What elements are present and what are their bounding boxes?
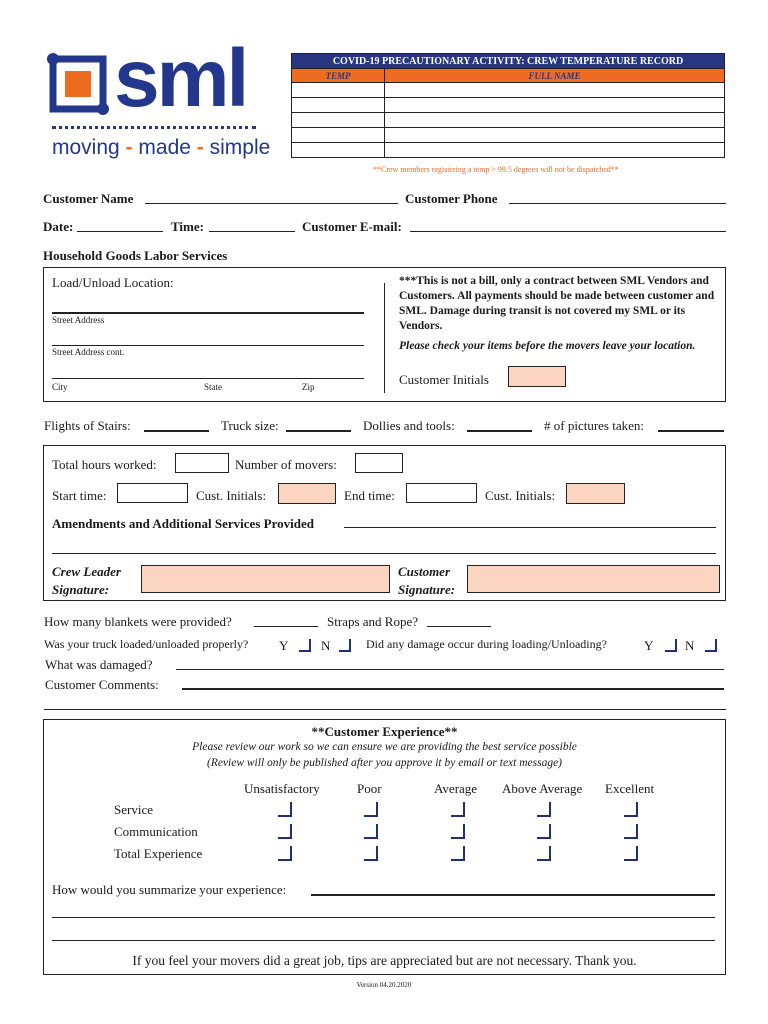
end-cust-initials-label: Cust. Initials: xyxy=(485,488,556,503)
experience-subtitle-2: (Review will only be published after you approve it by email or text message) xyxy=(206,757,563,769)
customer-initials-field[interactable] xyxy=(508,366,566,387)
location-title: Load/Unload Location: xyxy=(52,275,174,290)
truck-loaded-yes-label: Y xyxy=(279,638,289,653)
what-damaged-field[interactable] xyxy=(176,669,724,670)
logo-wordmark: sml xyxy=(114,33,247,124)
logo-dotted-rule xyxy=(52,126,256,129)
end-time-field[interactable] xyxy=(406,483,477,503)
truck-loaded-label: Was your truck loaded/unloaded properly? xyxy=(44,637,249,651)
time-label: Time: xyxy=(171,219,204,234)
name-cell[interactable] xyxy=(385,83,725,98)
customer-comments-field-line-2[interactable] xyxy=(44,709,726,710)
rating-row-service: Service xyxy=(114,802,153,817)
communication-excellent-checkbox[interactable] xyxy=(624,824,638,839)
start-cust-initials-field[interactable] xyxy=(278,483,336,504)
table-row xyxy=(292,83,725,98)
truck-loaded-no-label: N xyxy=(321,638,331,653)
summary-label: How would you summarize your experience: xyxy=(52,882,287,897)
total-experience-unsatisfactory-checkbox[interactable] xyxy=(278,846,292,861)
truck-size-label: Truck size: xyxy=(221,418,279,433)
rating-col-above-average: Above Average xyxy=(502,781,583,796)
customer-email-label: Customer E-mail: xyxy=(302,219,402,234)
street-address-field[interactable] xyxy=(52,312,364,314)
name-cell[interactable] xyxy=(385,113,725,128)
temp-cell[interactable] xyxy=(292,128,385,143)
disclaimer-text: ***This is not a bill, only a contract between SML Vendors and Customers. All payments should be made between customer and SML. Damage during transit is not covered my SML or its Vendors. xyxy=(399,275,715,332)
number-of-movers-label: Number of movers: xyxy=(235,457,337,472)
zip-label: Zip xyxy=(302,382,315,392)
street-address-cont-field[interactable] xyxy=(52,345,364,346)
pictures-taken-label: # of pictures taken: xyxy=(544,418,644,433)
temp-cell[interactable] xyxy=(292,83,385,98)
covid-temperature-table xyxy=(291,53,725,158)
date-label: Date: xyxy=(43,219,74,234)
table-row xyxy=(292,128,725,143)
blankets-label: How many blankets were provided? xyxy=(44,614,232,629)
customer-name-label: Customer Name xyxy=(43,191,134,206)
start-cust-initials-label: Cust. Initials: xyxy=(196,488,267,503)
dollies-tools-label: Dollies and tools: xyxy=(363,418,455,433)
pictures-taken-field[interactable] xyxy=(658,430,724,432)
experience-title: **Customer Experience** xyxy=(311,724,458,739)
end-cust-initials-field[interactable] xyxy=(566,483,625,504)
crew-leader-signature-label: Crew Leader Signature: xyxy=(52,564,121,597)
col-full-name: FULL NAME xyxy=(385,69,725,83)
rating-row-communication: Communication xyxy=(114,824,198,839)
blankets-field[interactable] xyxy=(254,626,318,627)
rating-row-total-experience: Total Experience xyxy=(114,846,203,861)
total-hours-label: Total hours worked: xyxy=(52,457,157,472)
what-damaged-label: What was damaged? xyxy=(45,657,153,672)
state-label: State xyxy=(204,382,222,392)
name-cell[interactable] xyxy=(385,128,725,143)
amendments-field[interactable] xyxy=(344,527,716,528)
number-of-movers-field[interactable] xyxy=(355,453,403,473)
date-field[interactable] xyxy=(77,231,163,232)
logo-mark-icon xyxy=(47,53,109,115)
col-temp: TEMP xyxy=(292,69,385,83)
end-time-label: End time: xyxy=(344,488,395,503)
disclaimer-check: Please check your items before the movers leave your location. xyxy=(399,340,696,352)
communication-above-average-checkbox[interactable] xyxy=(537,824,551,839)
location-divider xyxy=(384,283,385,393)
damage-no-checkbox[interactable] xyxy=(705,639,717,652)
dollies-tools-field[interactable] xyxy=(467,430,532,432)
service-above-average-checkbox[interactable] xyxy=(537,802,551,817)
rating-col-poor: Poor xyxy=(357,781,382,796)
name-cell[interactable] xyxy=(385,98,725,113)
damage-no-label: N xyxy=(685,638,695,653)
customer-signature-field[interactable] xyxy=(467,565,720,593)
flights-of-stairs-field[interactable] xyxy=(144,430,209,432)
service-excellent-checkbox[interactable] xyxy=(624,802,638,817)
damage-yes-checkbox[interactable] xyxy=(665,639,677,652)
truck-loaded-yes-checkbox[interactable] xyxy=(299,639,311,652)
communication-poor-checkbox[interactable] xyxy=(364,824,378,839)
rating-col-unsatisfactory: Unsatisfactory xyxy=(244,781,320,796)
amendments-field-line-2[interactable] xyxy=(52,553,716,554)
name-cell[interactable] xyxy=(385,143,725,158)
total-experience-average-checkbox[interactable] xyxy=(451,846,465,861)
temp-cell[interactable] xyxy=(292,113,385,128)
city-state-zip-field[interactable] xyxy=(52,378,364,379)
version-label: Version 04.20.2020 xyxy=(356,981,412,989)
table-row xyxy=(292,113,725,128)
communication-average-checkbox[interactable] xyxy=(451,824,465,839)
summary-field[interactable] xyxy=(311,894,715,896)
start-time-label: Start time: xyxy=(52,488,107,503)
customer-comments-label: Customer Comments: xyxy=(45,677,159,692)
covid-note: **Crew members registering a temp > 99.5 degrees will not be dispatched** xyxy=(373,165,619,174)
total-experience-above-average-checkbox[interactable] xyxy=(537,846,551,861)
street-address-label: Street Address xyxy=(52,315,105,325)
crew-leader-signature-field[interactable] xyxy=(141,565,390,593)
street-address-cont-label: Street Address cont. xyxy=(52,347,125,357)
total-hours-field[interactable] xyxy=(175,453,229,473)
damage-yes-label: Y xyxy=(644,638,654,653)
truck-size-field[interactable] xyxy=(286,430,351,432)
table-row xyxy=(292,98,725,113)
temp-cell[interactable] xyxy=(292,143,385,158)
summary-field-line-3[interactable] xyxy=(52,940,715,941)
service-average-checkbox[interactable] xyxy=(451,802,465,817)
customer-phone-label: Customer Phone xyxy=(405,191,498,206)
rating-col-average: Average xyxy=(434,781,478,796)
communication-unsatisfactory-checkbox[interactable] xyxy=(278,824,292,839)
total-experience-poor-checkbox[interactable] xyxy=(364,846,378,861)
start-time-field[interactable] xyxy=(117,483,188,503)
service-poor-checkbox[interactable] xyxy=(364,802,378,817)
summary-field-line-2[interactable] xyxy=(52,917,715,918)
logo-tagline: moving - made - simple xyxy=(52,136,271,159)
customer-email-field[interactable] xyxy=(410,231,726,232)
time-field[interactable] xyxy=(209,231,295,232)
temp-cell[interactable] xyxy=(292,98,385,113)
table-row xyxy=(292,143,725,158)
straps-rope-label: Straps and Rope? xyxy=(327,614,418,629)
truck-loaded-no-checkbox[interactable] xyxy=(339,639,351,652)
straps-rope-field[interactable] xyxy=(427,626,491,627)
tips-note: If you feel your movers did a great job, tips are appreciated but are not necessary. Thank you. xyxy=(132,953,637,968)
customer-phone-field[interactable] xyxy=(509,203,726,204)
rating-col-excellent: Excellent xyxy=(605,781,655,796)
damage-label: Did any damage occur during loading/Unloading? xyxy=(366,637,607,651)
covid-table-title: COVID-19 PRECAUTIONARY ACTIVITY: CREW TEMPERATURE RECORD xyxy=(292,54,725,69)
total-experience-excellent-checkbox[interactable] xyxy=(624,846,638,861)
customer-initials-label: Customer Initials xyxy=(399,372,489,387)
customer-comments-field[interactable] xyxy=(182,688,724,690)
service-unsatisfactory-checkbox[interactable] xyxy=(278,802,292,817)
amendments-label: Amendments and Additional Services Provided xyxy=(52,516,314,531)
city-label: City xyxy=(52,382,68,392)
customer-signature-label: Customer Signature: xyxy=(398,564,456,597)
section-title: Household Goods Labor Services xyxy=(43,248,228,263)
flights-of-stairs-label: Flights of Stairs: xyxy=(44,418,131,433)
customer-name-field[interactable] xyxy=(145,203,398,204)
experience-subtitle: Please review our work so we can ensure we are providing the best service possible xyxy=(192,741,577,753)
